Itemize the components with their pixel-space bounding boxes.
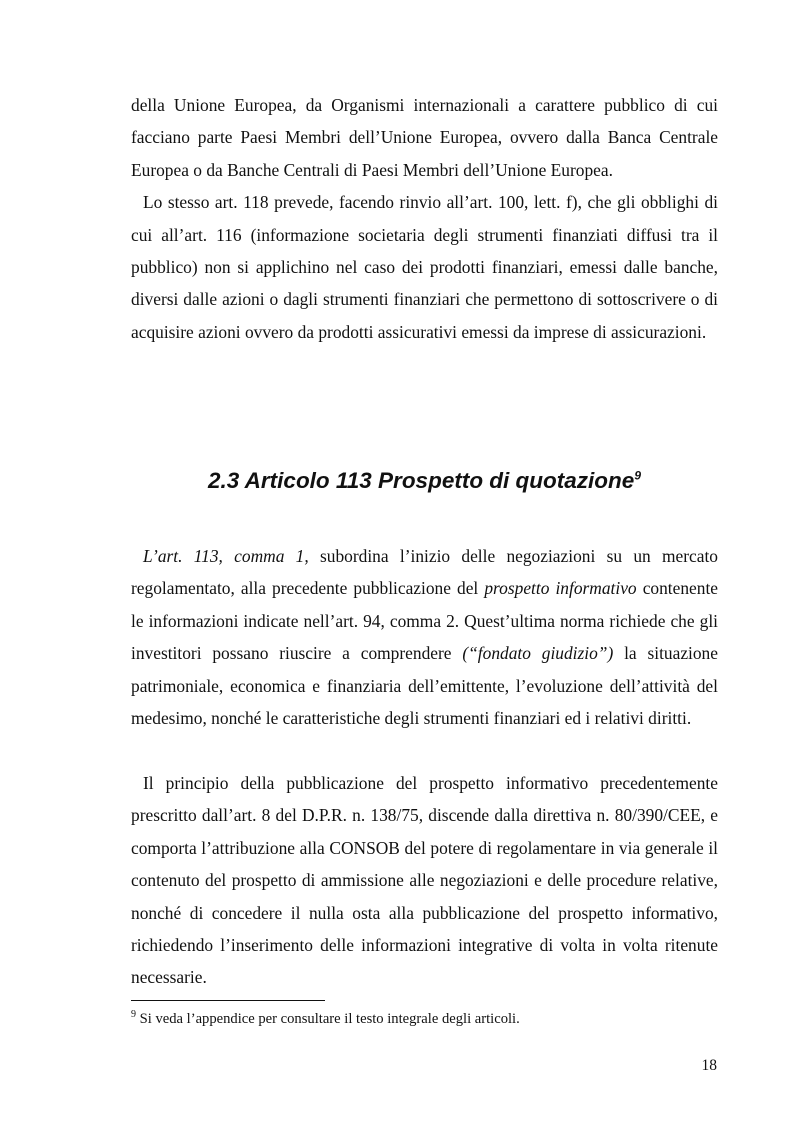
page-number: 18 xyxy=(701,1057,717,1074)
italic-lead: L’art. 113, comma 1, xyxy=(143,546,309,566)
paragraph-art-118: Lo stesso art. 118 prevede, facendo rinvio all’art. 100, lett. f), che gli obblighi di cui all’art. 116 (informazione societaria degli strumenti finanziati diffusi tra il pubblico) non si applichino nel caso dei prodotti finanziari, emessi dalle banche, diversi dalle azioni o dagli strumenti finanziari che permettono di sottoscrivere o di acquisire azioni ovvero da prodotti assicurativi emessi da imprese di assicurazioni. xyxy=(131,192,718,342)
footnote-text: Si veda l’appendice per consultare il testo integrale degli articoli. xyxy=(136,1011,520,1027)
section-heading-title: 2.3 Articolo 113 Prospetto di quotazione xyxy=(207,468,635,493)
text-segment: Il principio della pubblicazione del prospetto informativo precedentemente prescritto dall’art. 8 del D.P.R. n. 138/75 xyxy=(131,773,718,826)
italic-prospetto: prospetto informativo xyxy=(484,578,637,599)
footnote-separator xyxy=(131,1000,325,1001)
text-segment: contenente le informazioni indicate nell’art. 94, comma 2. Quest’ultima norma richiede che gli investitori possano riuscire a comprendere xyxy=(131,578,719,664)
paragraph-art-113 xyxy=(131,540,718,734)
body-text-top xyxy=(131,89,718,348)
paragraph-principio xyxy=(131,767,718,994)
italic-fondato-giudizio: (“fondato giudizio”) xyxy=(462,643,614,664)
footnote-number: 9 xyxy=(131,1009,136,1021)
text-segment: discende dalla direttiva n. 80/390/CEE, e comporta l’attribuzione alla CONSOB del potere di regolamentare in via generale il contenuto del prospetto di ammissione alle negoziazioni e delle procedure relative, nonché di concedere il nulla osta alla pubblicazione del prospetto informativo, richiedendo l’inserimento delle informazioni integrative di volta in volta ritenute necessarie. xyxy=(131,805,718,988)
body-text-principio xyxy=(131,767,718,994)
text-segment: subordina l’inizio delle negoziazioni su un mercato regolamentato, alla precedente pubblicazione del xyxy=(131,546,718,599)
section-heading xyxy=(131,463,718,499)
footnote xyxy=(131,1008,718,1030)
text-segment: la situazione patrimoniale, economica e finanziaria dell’emittente, l’evoluzione dell’attività del medesimo, nonché le caratteristiche degli strumenti finanziari ed i relativi diritti. xyxy=(131,643,718,729)
paragraph-continued: della Unione Europea, da Organismi internazionali a carattere pubblico di cui facciano parte Paesi Membri dell’Unione Europea, ovvero dalla Banca Centrale Europea o da Banche Centrali di Paesi Membri dell’Unione Europea. xyxy=(131,95,718,180)
italic-comma: , xyxy=(418,805,424,826)
footnote-reference: 9 xyxy=(634,468,641,483)
body-text-art-113 xyxy=(131,540,718,734)
